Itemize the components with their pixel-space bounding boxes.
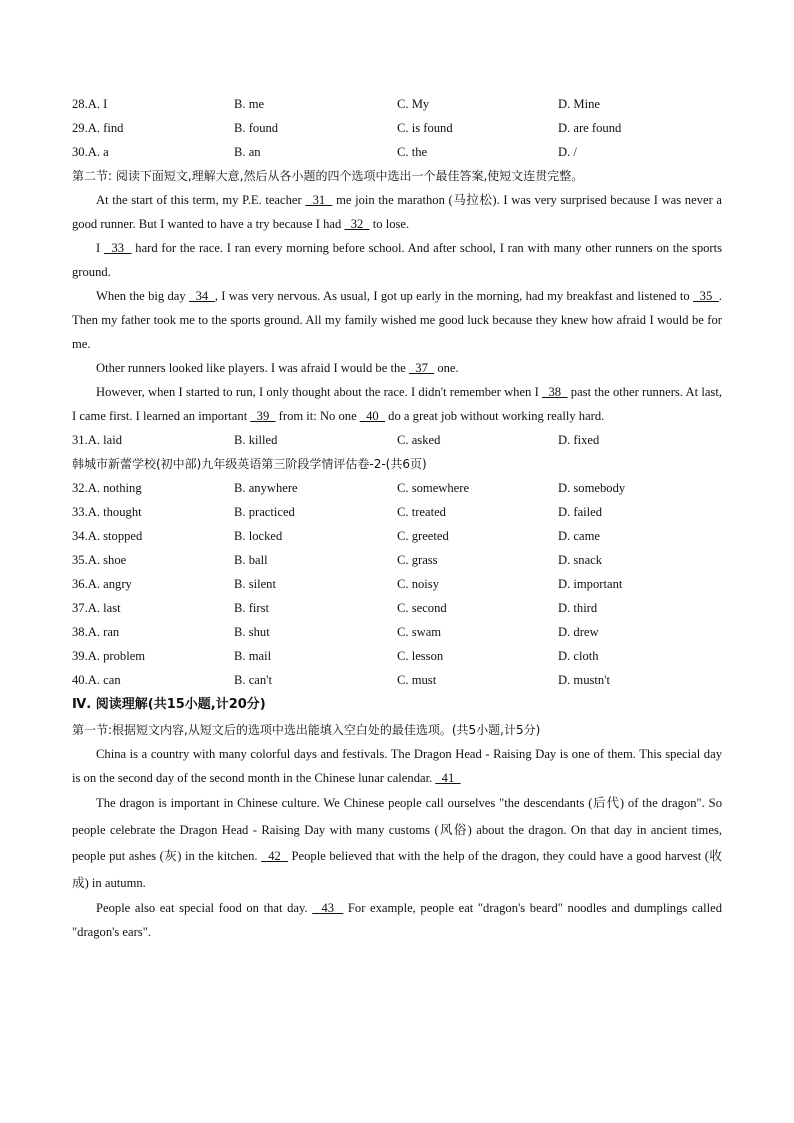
option-row <box>72 140 722 164</box>
option-a: 31.A. laid <box>72 433 123 447</box>
text: China is a country with many colorful days and festivals. The Dragon Head - Raising Day is one of them. This special day is on the second day of the second month in the Chinese lunar calendar. <box>72 747 722 785</box>
passage-paragraph-1 <box>72 188 722 236</box>
options-32-40 <box>72 476 722 692</box>
option-row <box>72 596 722 620</box>
option-c: C. treated <box>397 505 446 519</box>
text: I <box>96 241 104 255</box>
option-a: 29.A. find <box>72 121 124 135</box>
text: When the big day <box>96 289 189 303</box>
option-d: D. came <box>558 529 600 543</box>
text: from it: No one <box>275 409 360 423</box>
text: At the start of this term, my P.E. teacher <box>96 193 306 207</box>
option-c: C. grass <box>397 553 438 567</box>
option-d: D. fixed <box>558 433 600 447</box>
reading-paragraph-2 <box>72 790 722 896</box>
option-c: C. asked <box>397 433 441 447</box>
option-a: 36.A. angry <box>72 577 132 591</box>
option-row <box>72 500 722 524</box>
blank-40: 40 <box>359 409 386 423</box>
passage-paragraph-2 <box>72 236 722 284</box>
option-row <box>72 476 722 500</box>
reading-paragraph-1 <box>72 742 722 790</box>
text: one. <box>434 361 459 375</box>
option-d: D. Mine <box>558 97 600 111</box>
option-d: D. are found <box>558 121 622 135</box>
passage-paragraph-3 <box>72 284 722 356</box>
option-b: B. locked <box>234 529 283 543</box>
blank-39: 39 <box>250 409 276 423</box>
option-d: D. / <box>558 145 577 159</box>
blank-34: 34 <box>188 289 215 303</box>
option-c: C. My <box>397 97 430 111</box>
blank-41: 41 <box>435 771 461 785</box>
option-b: B. me <box>234 97 265 111</box>
options-28-30 <box>72 92 722 164</box>
option-c: C. noisy <box>397 577 439 591</box>
option-c: C. greeted <box>397 529 449 543</box>
blank-37: 37 <box>409 361 435 375</box>
option-a: 39.A. problem <box>72 649 146 663</box>
reading-paragraph-3 <box>72 896 722 944</box>
option-b: B. anywhere <box>234 481 298 495</box>
option-a: 40.A. can <box>72 673 121 687</box>
option-row <box>72 572 722 596</box>
blank-33: 33 <box>103 241 132 255</box>
option-c: C. swam <box>397 625 442 639</box>
option-a: 28.A. I <box>72 97 108 111</box>
option-a: 32.A. nothing <box>72 481 142 495</box>
blank-31: 31 <box>305 193 333 207</box>
option-b: B. killed <box>234 433 278 447</box>
option-a: 33.A. thought <box>72 505 142 519</box>
option-a: 35.A. shoe <box>72 553 127 567</box>
part4-title: Ⅳ. 阅读理解(共15小题,计20分) <box>72 697 266 712</box>
text: People also eat special food on that day. <box>96 901 313 915</box>
option-b: B. ball <box>234 553 268 567</box>
passage-paragraph-5 <box>72 380 722 428</box>
option-d: D. somebody <box>558 481 626 495</box>
option-c: C. the <box>397 145 428 159</box>
option-b: B. practiced <box>234 505 295 519</box>
text: hard for the race. I ran every morning before school. And after school, I ran with many other runners on the sports ground. <box>72 241 723 279</box>
option-b: B. shut <box>234 625 270 639</box>
page-footer: 韩城市新蕾学校(初中部)九年级英语第三阶段学情评估卷-2-(共6页) <box>72 457 427 471</box>
option-row <box>72 116 722 140</box>
text: , I was very nervous. As usual, I got up early in the morning, had my breakfast and listened to <box>214 289 694 303</box>
exam-page <box>72 92 722 944</box>
option-b: B. found <box>234 121 279 135</box>
option-row <box>72 620 722 644</box>
option-row <box>72 668 722 692</box>
blank-42: 42 <box>261 849 288 863</box>
text: me join the marathon (马拉松). I was very surprised because I was never a good runner. But I wanted to have a try because I had <box>72 193 722 231</box>
option-d: D. important <box>558 577 623 591</box>
part4-subtitle: 第一节:根据短文内容,从短文后的选项中选出能填入空白处的最佳选项。(共5小题,计5分) <box>72 723 541 737</box>
option-b: B. first <box>234 601 269 615</box>
option-d: D. mustn't <box>558 673 610 687</box>
option-row <box>72 548 722 572</box>
option-d: D. snack <box>558 553 603 567</box>
section2-title: 第二节: 阅读下面短文,理解大意,然后从各小题的四个选项中选出一个最佳答案,使短文连贯完整。 <box>72 169 584 183</box>
option-a: 37.A. last <box>72 601 121 615</box>
option-b: B. an <box>234 145 261 159</box>
text: to lose. <box>369 217 410 231</box>
text: The dragon is important in Chinese culture. We Chinese people call ourselves "the descendants (后代) of the dragon". So people celebrate the Dragon Head - Raising Day with many customs (风俗) about the dragon. On that day in ancient times, people put ashes (灰) in the kitchen. <box>72 796 722 863</box>
blank-43: 43 <box>312 901 344 915</box>
passage-paragraph-4 <box>72 356 722 380</box>
option-a: 30.A. a <box>72 145 109 159</box>
option-row-31 <box>72 428 722 452</box>
option-d: D. third <box>558 601 598 615</box>
blank-32: 32 <box>344 217 370 231</box>
option-c: C. lesson <box>397 649 444 663</box>
option-row <box>72 524 722 548</box>
option-c: C. somewhere <box>397 481 470 495</box>
option-d: D. drew <box>558 625 599 639</box>
text: past the other runners. At last, I came first. I learned an important <box>72 385 722 423</box>
blank-38: 38 <box>542 385 568 399</box>
option-b: B. can't <box>234 673 272 687</box>
option-row <box>72 644 722 668</box>
blank-35: 35 <box>693 289 719 303</box>
text: do a great job without working really hard. <box>385 409 605 423</box>
text: . Then my father took me to the sports ground. All my family wished me good luck because they knew how afraid I would be for me. <box>72 289 723 351</box>
option-b: B. mail <box>234 649 272 663</box>
option-c: C. is found <box>397 121 453 135</box>
option-a: 34.A. stopped <box>72 529 143 543</box>
option-row <box>72 92 722 116</box>
option-d: D. cloth <box>558 649 599 663</box>
text: However, when I started to run, I only thought about the race. I didn't remember when I <box>96 385 543 399</box>
option-d: D. failed <box>558 505 603 519</box>
option-a: 38.A. ran <box>72 625 120 639</box>
option-c: C. must <box>397 673 437 687</box>
option-b: B. silent <box>234 577 276 591</box>
text: For example, people eat "dragon's beard" noodles and dumplings called "dragon's ears". <box>72 901 722 939</box>
text: Other runners looked like players. I was afraid I would be the <box>96 361 409 375</box>
text: People believed that with the help of the dragon, they could have a good harvest (收成) in autumn. <box>72 849 723 890</box>
option-c: C. second <box>397 601 447 615</box>
